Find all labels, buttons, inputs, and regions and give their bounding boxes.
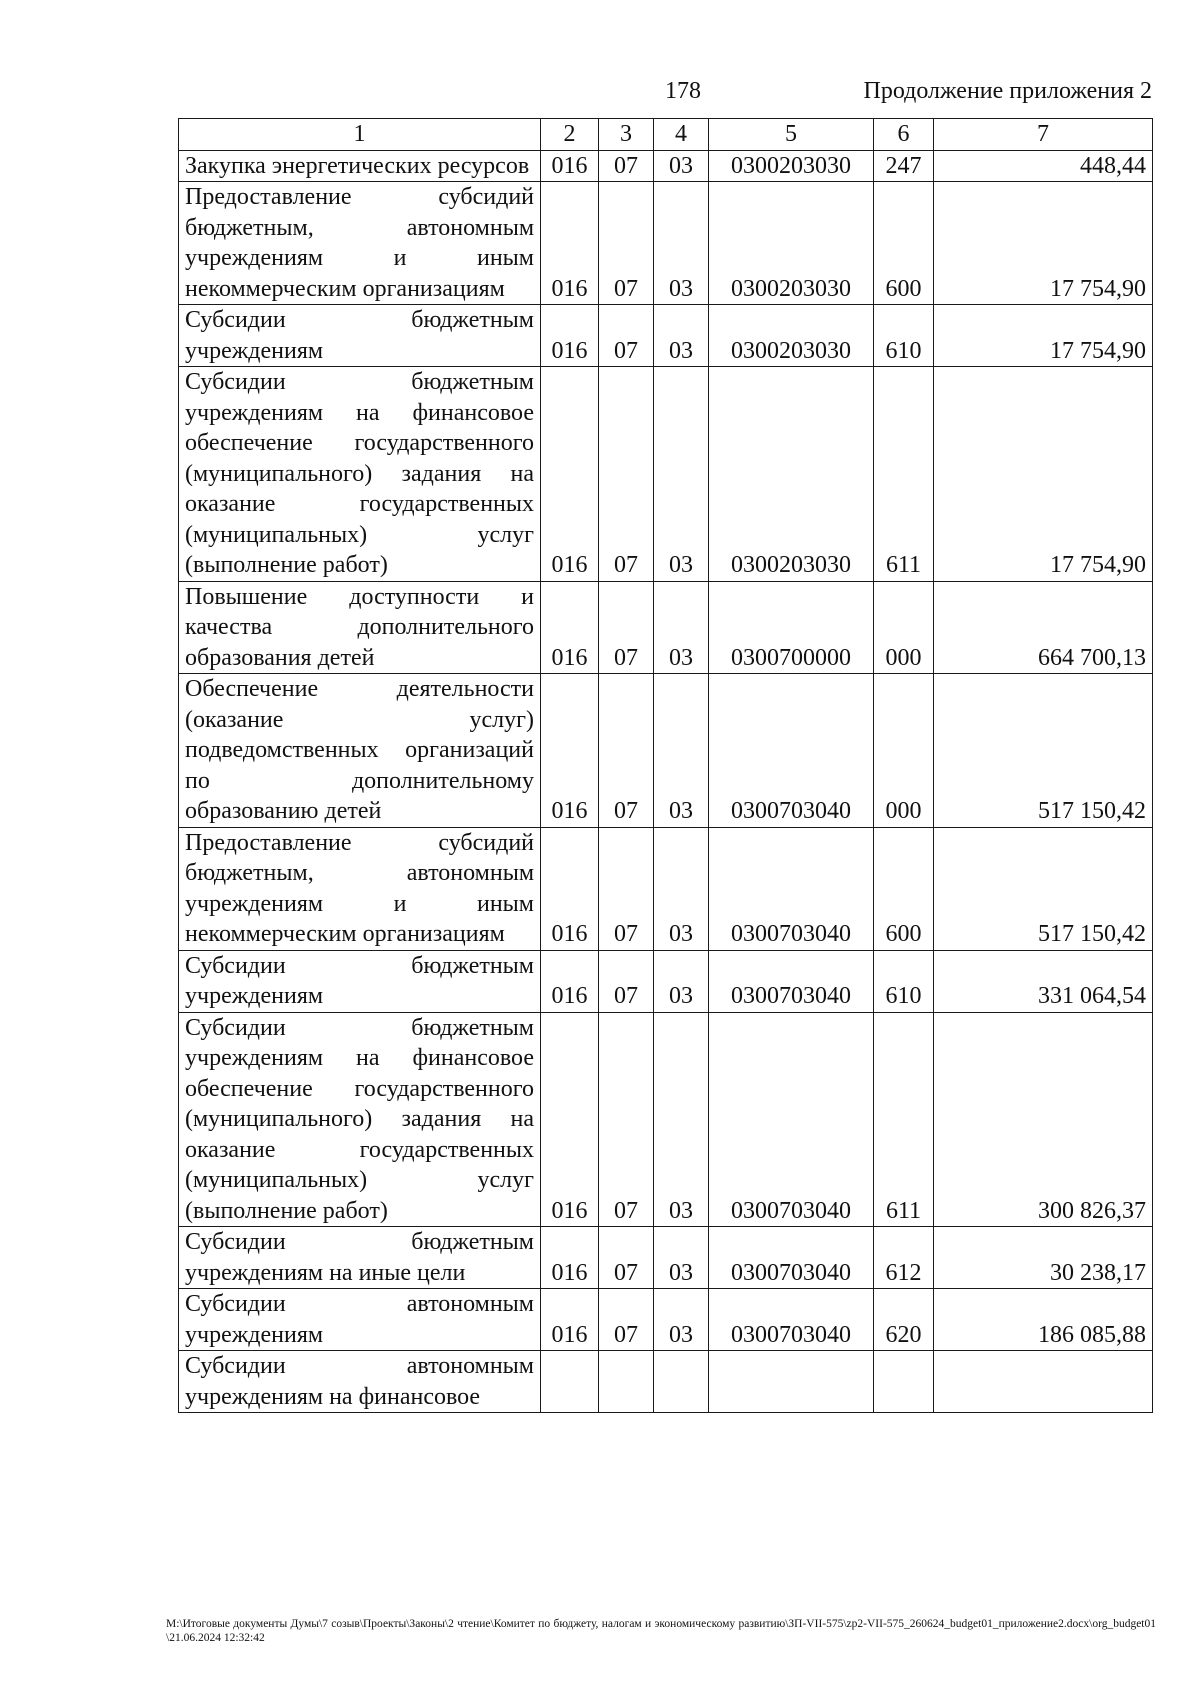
expense-type-code: 620 [874, 1289, 934, 1351]
amount: 664 700,13 [934, 581, 1153, 674]
row-description: Обеспечение деятельности (оказание услуг) подведомственных организаций по дополнительному образованию детей [179, 674, 541, 828]
row-description: Предоставление субсидий бюджетным, автономным учреждениям и иным некоммерческим организациям [179, 182, 541, 305]
ministry-code: 016 [541, 950, 599, 1012]
subsection-code: 03 [654, 150, 709, 182]
section-code: 07 [599, 950, 654, 1012]
table-row [179, 150, 1153, 182]
amount: 300 826,37 [934, 1012, 1153, 1227]
section-code: 07 [599, 305, 654, 367]
amount: 517 150,42 [934, 827, 1153, 950]
subsection-code [654, 1351, 709, 1413]
column-header: 1 [179, 119, 541, 151]
subsection-code: 03 [654, 827, 709, 950]
target-article-code [709, 1351, 874, 1413]
table-row [179, 950, 1153, 1012]
expense-type-code: 000 [874, 674, 934, 828]
ministry-code: 016 [541, 1289, 599, 1351]
subsection-code: 03 [654, 305, 709, 367]
subsection-code: 03 [654, 367, 709, 582]
target-article-code: 0300203030 [709, 182, 874, 305]
ministry-code: 016 [541, 827, 599, 950]
amount: 30 238,17 [934, 1227, 1153, 1289]
amount: 186 085,88 [934, 1289, 1153, 1351]
table-row [179, 1227, 1153, 1289]
expense-type-code: 600 [874, 827, 934, 950]
row-description: Субсидии бюджетным учреждениям [179, 305, 541, 367]
subsection-code: 03 [654, 950, 709, 1012]
ministry-code: 016 [541, 305, 599, 367]
amount: 331 064,54 [934, 950, 1153, 1012]
expense-type-code: 611 [874, 367, 934, 582]
section-code: 07 [599, 182, 654, 305]
amount: 448,44 [934, 150, 1153, 182]
target-article-code: 0300203030 [709, 305, 874, 367]
ministry-code: 016 [541, 367, 599, 582]
column-header: 7 [934, 119, 1153, 151]
table-row [179, 1351, 1153, 1413]
section-code: 07 [599, 581, 654, 674]
ministry-code: 016 [541, 674, 599, 828]
amount: 517 150,42 [934, 674, 1153, 828]
amount: 17 754,90 [934, 305, 1153, 367]
row-description: Предоставление субсидий бюджетным, автономным учреждениям и иным некоммерческим организациям [179, 827, 541, 950]
ministry-code: 016 [541, 182, 599, 305]
section-code: 07 [599, 1012, 654, 1227]
subsection-code: 03 [654, 581, 709, 674]
row-description: Субсидии бюджетным учреждениям на финансовое обеспечение государственного (муниципального) задания на оказание государственных (муниципальных) услуг (выполнение работ) [179, 367, 541, 582]
table-row [179, 827, 1153, 950]
row-description: Субсидии автономным учреждениям [179, 1289, 541, 1351]
subsection-code: 03 [654, 1289, 709, 1351]
table-row [179, 367, 1153, 582]
column-header: 3 [599, 119, 654, 151]
row-description: Субсидии автономным учреждениям на финансовое [179, 1351, 541, 1413]
expense-type-code: 611 [874, 1012, 934, 1227]
table-row [179, 305, 1153, 367]
amount [934, 1351, 1153, 1413]
subsection-code: 03 [654, 1012, 709, 1227]
page-number: 178 [665, 78, 701, 104]
target-article-code: 0300703040 [709, 1227, 874, 1289]
budget-table [178, 118, 1153, 1413]
subsection-code: 03 [654, 674, 709, 828]
table-row [179, 1289, 1153, 1351]
amount: 17 754,90 [934, 182, 1153, 305]
row-description: Субсидии бюджетным учреждениям на иные цели [179, 1227, 541, 1289]
expense-type-code: 247 [874, 150, 934, 182]
row-description: Субсидии бюджетным учреждениям на финансовое обеспечение государственного (муниципального) задания на оказание государственных (муниципальных) услуг (выполнение работ) [179, 1012, 541, 1227]
table-row [179, 182, 1153, 305]
section-code: 07 [599, 1289, 654, 1351]
target-article-code: 0300703040 [709, 827, 874, 950]
table-row [179, 1012, 1153, 1227]
ministry-code [541, 1351, 599, 1413]
ministry-code: 016 [541, 1227, 599, 1289]
header-row [179, 119, 1153, 151]
amount: 17 754,90 [934, 367, 1153, 582]
target-article-code: 0300700000 [709, 581, 874, 674]
expense-type-code: 600 [874, 182, 934, 305]
column-header: 6 [874, 119, 934, 151]
expense-type-code: 610 [874, 305, 934, 367]
row-description: Субсидии бюджетным учреждениям [179, 950, 541, 1012]
table-row [179, 674, 1153, 828]
column-header: 2 [541, 119, 599, 151]
ministry-code: 016 [541, 150, 599, 182]
expense-type-code: 612 [874, 1227, 934, 1289]
section-code: 07 [599, 367, 654, 582]
target-article-code: 0300703040 [709, 950, 874, 1012]
section-code: 07 [599, 150, 654, 182]
section-code [599, 1351, 654, 1413]
subsection-code: 03 [654, 182, 709, 305]
ministry-code: 016 [541, 581, 599, 674]
target-article-code: 0300703040 [709, 1289, 874, 1351]
expense-type-code: 000 [874, 581, 934, 674]
section-code: 07 [599, 1227, 654, 1289]
continuation-title: Продолжение приложения 2 [863, 78, 1152, 104]
subsection-code: 03 [654, 1227, 709, 1289]
table-row [179, 581, 1153, 674]
ministry-code: 016 [541, 1012, 599, 1227]
target-article-code: 0300203030 [709, 150, 874, 182]
column-header: 5 [709, 119, 874, 151]
section-code: 07 [599, 827, 654, 950]
file-path-footer: M:\Итоговые документы Думы\7 созыв\Проекты\Законы\2 чтение\Комитет по бюджету, налогам и экономическому развитию\ЗП-VII-575\zp2-VII-575_260624_budget01_приложение2.docx\org_budget01\21.06.2024 12:32:42 [166, 1618, 1156, 1644]
target-article-code: 0300703040 [709, 1012, 874, 1227]
expense-type-code [874, 1351, 934, 1413]
section-code: 07 [599, 674, 654, 828]
row-description: Повышение доступности и качества дополнительного образования детей [179, 581, 541, 674]
target-article-code: 0300203030 [709, 367, 874, 582]
target-article-code: 0300703040 [709, 674, 874, 828]
column-header: 4 [654, 119, 709, 151]
row-description: Закупка энергетических ресурсов [179, 150, 541, 182]
expense-type-code: 610 [874, 950, 934, 1012]
